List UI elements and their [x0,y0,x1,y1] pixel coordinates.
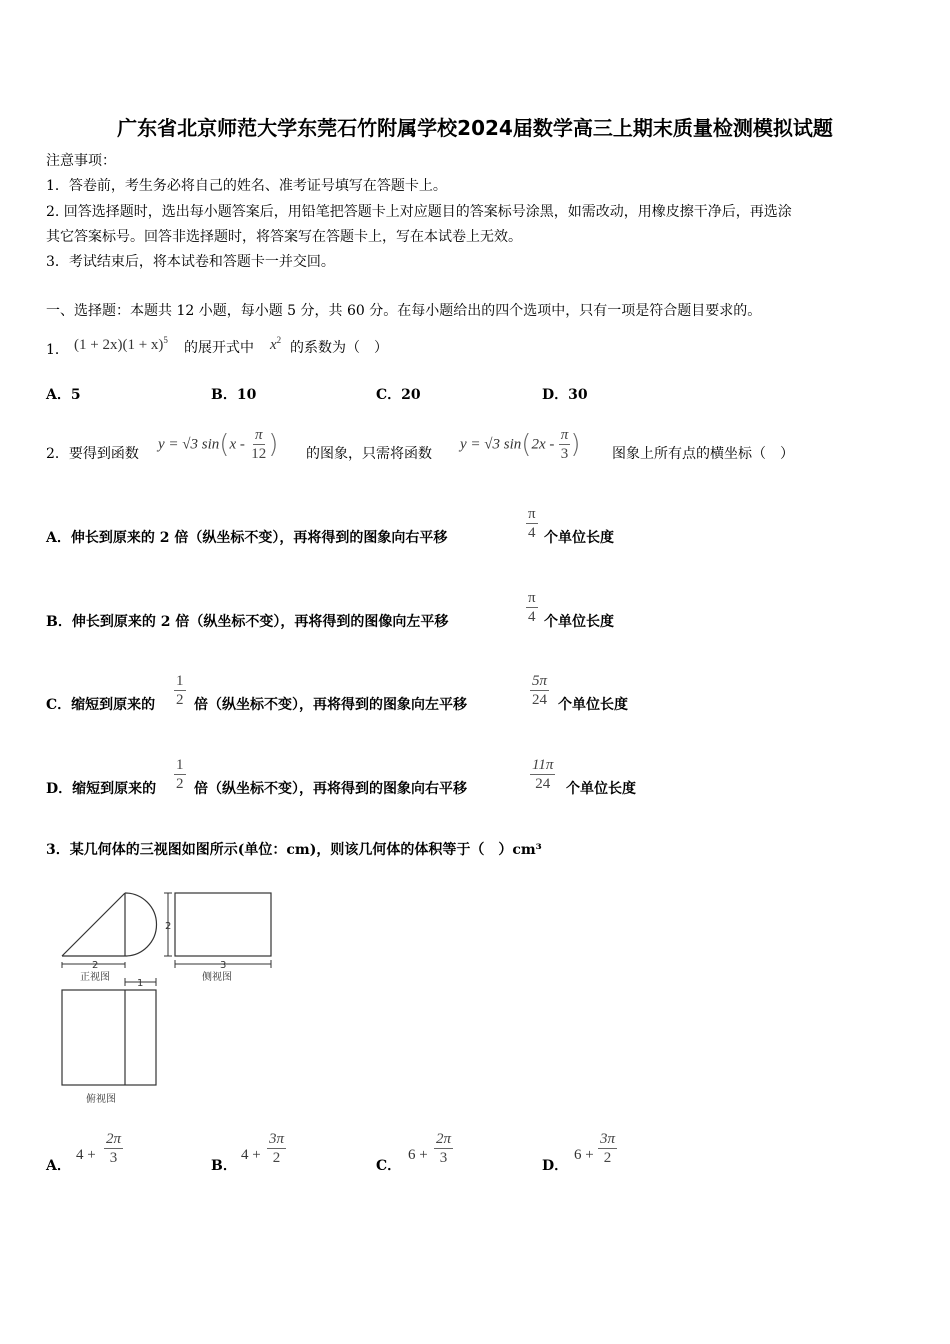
q1-variable: $x^2$ [270,335,282,353]
q3-option-c-fraction: $\frac{2\pi}{3}$ [436,1131,452,1166]
q2-function-2: y = √3 sin(2x - $\frac{\pi}{3}$ ) [460,427,581,462]
dim-side-height: 2 [165,921,172,932]
q1-text-b: 的系数为（ ） [290,340,388,356]
q1-option-b[interactable]: B．10 [211,387,257,403]
q2-option-d-scale-fraction: $\frac{1}{2}$ [176,757,184,792]
q1-option-c[interactable]: C．20 [376,387,421,403]
q1-text-a: 的展开式中 [184,340,254,356]
top-view-label: 俯视图 [86,1094,116,1105]
q2-tail-text: 图象上所有点的横坐标（ ） [612,446,794,462]
notice-item-3: 3．考试结束后，将本试卷和答题卡一并交回。 [46,254,335,270]
q2-option-c-scale-fraction: $\frac{1}{2}$ [176,673,184,708]
q2-option-d-shift-fraction: $\frac{11\pi}{24}$ [532,757,554,792]
notice-item-1: 1．答卷前，考生务必将自己的姓名、准考证号填写在答题卡上。 [46,178,447,194]
dim-front-width: 2 [92,960,99,971]
question-3: 3．某几何体的三视图如图所示(单位：cm)，则该几何体的体积等于（ ）cm³ [46,842,542,858]
notice-heading: 注意事项： [46,153,116,169]
q2-option-a-fraction: $\frac{\pi}{4}$ [528,506,536,541]
q1-number: 1． [46,342,69,358]
q1-option-d[interactable]: D．30 [542,387,588,403]
q1-option-a[interactable]: A．5 [46,387,81,403]
q3-option-b-fraction: $\frac{3\pi}{2}$ [269,1131,285,1166]
q2-function-1: y = √3 sin(x - $\frac{\pi}{12}$ ) [158,427,279,462]
side-view-label: 侧视图 [202,972,232,983]
front-view-label: 正视图 [80,972,110,983]
dim-top-width: 1 [137,978,144,989]
page-title: 广东省北京师范大学东莞石竹附属学校2024届数学高三上期末质量检测模拟试题 [117,116,833,140]
q2-option-b-fraction: $\frac{\pi}{4}$ [528,590,536,625]
q2-option-c-shift-fraction: $\frac{5\pi}{24}$ [532,673,548,708]
q2-prefix: 2．要得到函数 [46,446,139,462]
notice-item-2: 2. 回答选择题时，选出每小题答案后，用铅笔把答题卡上对应题目的答案标号涂黑，如需改动，用橡皮擦干净后，再选涂 [46,204,792,220]
three-view-figure [44,884,284,1108]
q2-middle-text: 的图象，只需将函数 [306,446,432,462]
q1-expression: $(1 + 2x)(1 + x)^5$ [74,335,168,353]
q3-option-d-fraction: $\frac{3\pi}{2}$ [600,1131,616,1166]
section-heading: 一、选择题：本题共 12 小题，每小题 5 分，共 60 分。在每小题给出的四个选项中，只有一项是符合题目要求的。 [46,303,762,319]
dim-side-width: 3 [220,960,227,971]
notice-item-2-cont: 其它答案标号。回答非选择题时，将答案写在答题卡上，写在本试卷上无效。 [46,229,522,245]
q3-option-a-fraction: $\frac{2\pi}{3}$ [106,1131,122,1166]
